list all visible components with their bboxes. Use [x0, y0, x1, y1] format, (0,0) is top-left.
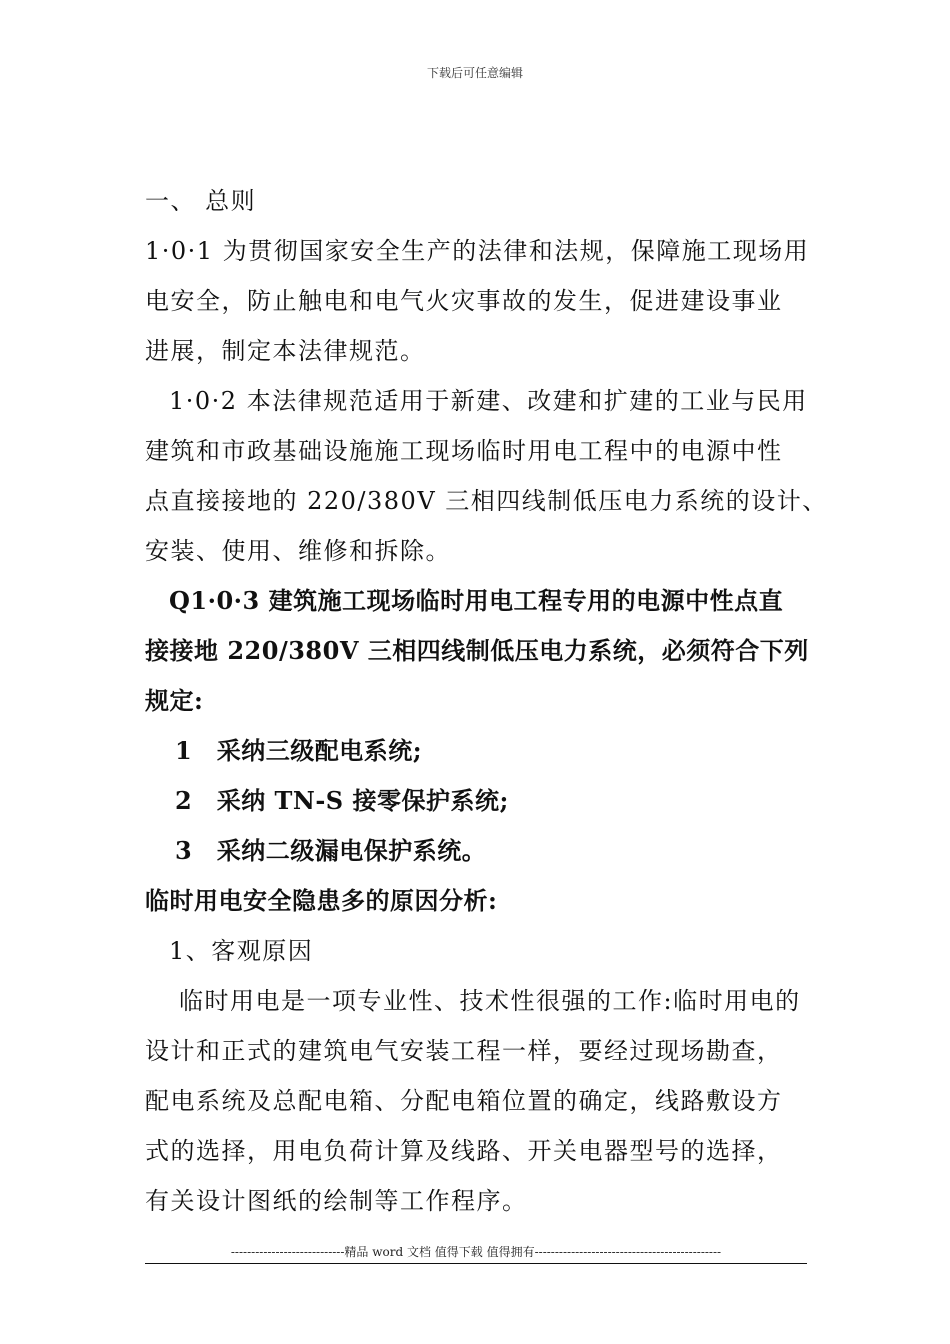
paragraph-line: 1·0·1 为贯彻国家安全生产的法律和法规，保障施工现场用	[145, 237, 810, 265]
subsection-heading: 1、客观原因	[169, 937, 314, 965]
paragraph-line: 配电系统及总配电箱、分配电箱位置的确定，线路敷设方	[145, 1087, 783, 1115]
list-item: 1 采纳三级配电系统;	[175, 736, 423, 765]
footer-divider	[145, 1263, 807, 1264]
paragraph-line: 式的选择，用电负荷计算及线路、开关电器型号的选择，	[145, 1137, 783, 1165]
paragraph-line: 临时用电是一项专业性、技术性很强的工作:临时用电的	[179, 987, 801, 1015]
list-item: 3 采纳二级漏电保护系统。	[175, 836, 487, 865]
document-body	[145, 176, 828, 1226]
page-header-note: 下载后可任意编辑	[426, 66, 523, 80]
page-footer-note: ----------------------------精品 word 文档 值得下载 值得拥有----------------------------------------------	[230, 1245, 722, 1259]
bold-paragraph-line: 规定:	[145, 686, 204, 715]
paragraph-line: 安装、使用、维修和拆除。	[145, 537, 451, 565]
bold-paragraph-line: 接接地 220/380V 三相四线制低压电力系统，必须符合下列	[145, 636, 809, 665]
paragraph-line: 1·0·2 本法律规范适用于新建、改建和扩建的工业与民用	[169, 387, 808, 415]
paragraph-line: 进展，制定本法律规范。	[145, 337, 426, 365]
subsection-heading: 临时用电安全隐患多的原因分析:	[145, 886, 498, 915]
section-heading: 一、 总则	[145, 187, 257, 215]
paragraph-line: 有关设计图纸的绘制等工作程序。	[145, 1187, 528, 1215]
list-item: 2 采纳 TN-S 接零保护系统;	[175, 786, 509, 815]
paragraph-line: 建筑和市政基础设施施工现场临时用电工程中的电源中性	[145, 437, 783, 465]
bold-paragraph-line: Q1·0·3 建筑施工现场临时用电工程专用的电源中性点直	[169, 586, 784, 615]
paragraph-line: 点直接接地的 220/380V 三相四线制低压电力系统的设计、	[145, 487, 828, 515]
paragraph-line: 电安全，防止触电和电气火灾事故的发生，促进建设事业	[145, 287, 783, 315]
paragraph-line: 设计和正式的建筑电气安装工程一样，要经过现场勘查，	[145, 1037, 783, 1065]
